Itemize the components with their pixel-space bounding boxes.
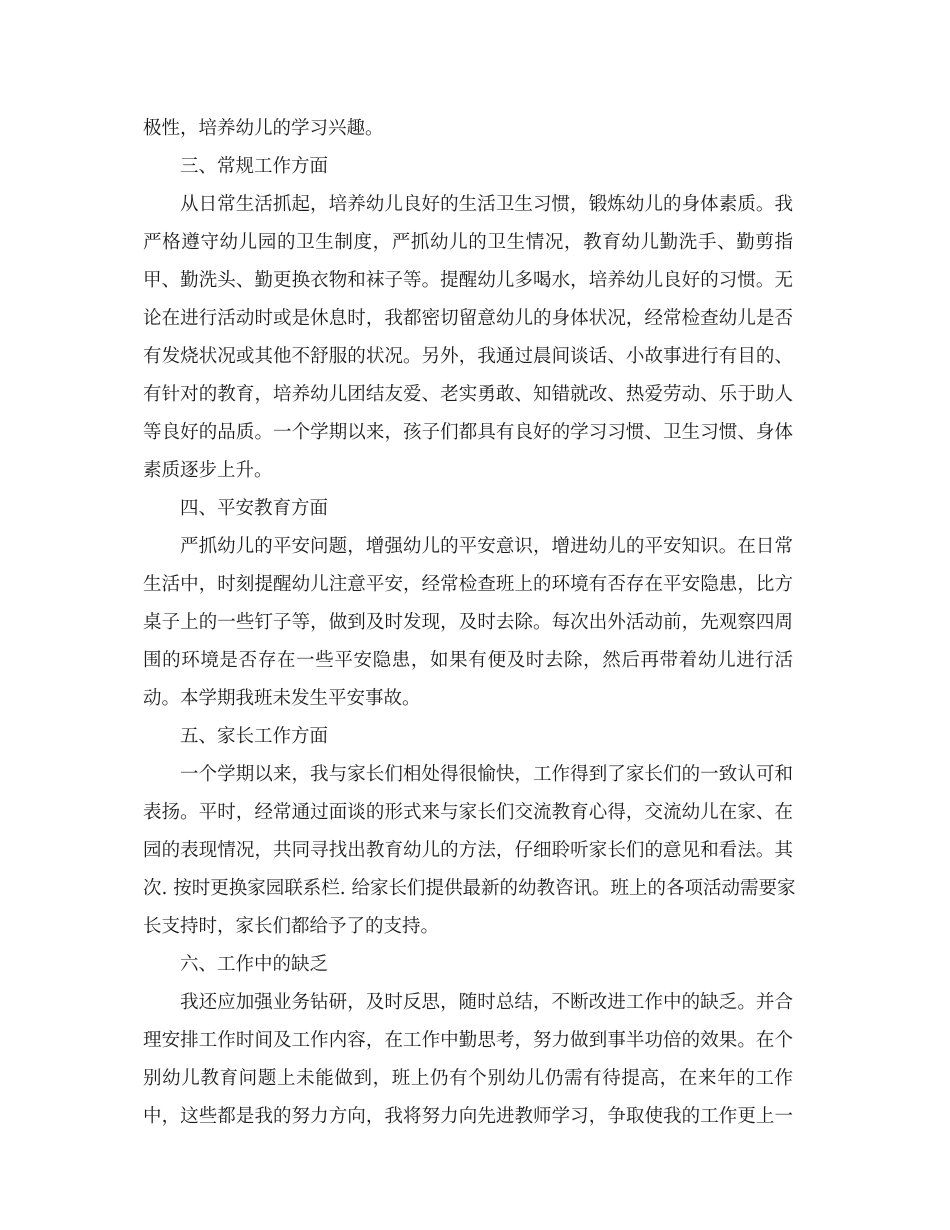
- section-heading-parent-work: 五、家长工作方面: [180, 726, 329, 747]
- paragraph-line: 一个学期以来，我与家长们相处得很愉快，工作得到了家长们的一致认可和: [180, 764, 793, 785]
- paragraph-line: 围的环境是否存在一些平安隐患，如果有便及时去除，然后再带着幼儿进行活: [143, 650, 793, 671]
- paragraph-line: 严格遵守幼儿园的卫生制度，严抓幼儿的卫生情况，教育幼儿勤洗手、勤剪指: [143, 232, 793, 253]
- paragraph-line: 桌子上的一些钉子等，做到及时发现，及时去除。每次出外活动前，先观察四周: [143, 612, 793, 633]
- section-heading-safety-education: 四、平安教育方面: [180, 498, 329, 519]
- paragraph-line: 生活中，时刻提醒幼儿注意平安，经常检查班上的环境有否存在平安隐患，比方: [143, 574, 793, 595]
- paragraph-line: 极性，培养幼儿的学习兴趣。: [143, 118, 384, 139]
- paragraph-line: 长支持时，家长们都给予了的支持。: [143, 916, 440, 937]
- section-heading-shortcomings: 六、工作中的缺乏: [180, 954, 329, 975]
- paragraph-line: 有针对的教育，培养幼儿团结友爱、老实勇敢、知错就改、热爱劳动、乐于助人: [143, 384, 793, 405]
- section-heading-routine-work: 三、常规工作方面: [180, 156, 329, 177]
- paragraph-line: 从日常生活抓起，培养幼儿良好的生活卫生习惯，锻炼幼儿的身体素质。我: [180, 194, 793, 215]
- paragraph-line: 动。本学期我班未发生平安事故。: [143, 688, 421, 709]
- paragraph-line: 素质逐步上升。: [143, 460, 273, 481]
- paragraph-line: 次. 按时更换家园联系栏. 给家长们提供最新的幼教咨讯。班上的各项活动需要家: [143, 878, 796, 899]
- paragraph-line: 别幼儿教育问题上未能做到，班上仍有个别幼儿仍需有待提高，在来年的工作: [143, 1068, 793, 1089]
- paragraph-line: 有发烧状况或其他不舒服的状况。另外，我通过晨间谈话、小故事进行有目的、: [143, 346, 793, 367]
- paragraph-line: 论在进行活动时或是休息时，我都密切留意幼儿的身体状况，经常检查幼儿是否: [143, 308, 793, 329]
- paragraph-line: 表扬。平时，经常通过面谈的形式来与家长们交流教育心得，交流幼儿在家、在: [143, 802, 793, 823]
- paragraph-line: 园的表现情况，共同寻找出教育幼儿的方法，仔细聆听家长们的意见和看法。其: [143, 840, 793, 861]
- paragraph-line: 等良好的品质。一个学期以来，孩子们都具有良好的学习习惯、卫生习惯、身体: [143, 422, 793, 443]
- paragraph-line: 甲、勤洗头、勤更换衣物和袜子等。提醒幼儿多喝水，培养幼儿良好的习惯。无: [143, 270, 793, 291]
- paragraph-line: 理安排工作时间及工作内容，在工作中勤思考，努力做到事半功倍的效果。在个: [143, 1030, 793, 1051]
- paragraph-line: 严抓幼儿的平安问题，增强幼儿的平安意识，增进幼儿的平安知识。在日常: [180, 536, 793, 557]
- paragraph-line: 中，这些都是我的努力方向，我将努力向先进教师学习，争取使我的工作更上一: [143, 1106, 793, 1127]
- paragraph-line: 我还应加强业务钻研，及时反思，随时总结，不断改进工作中的缺乏。并合: [180, 992, 793, 1013]
